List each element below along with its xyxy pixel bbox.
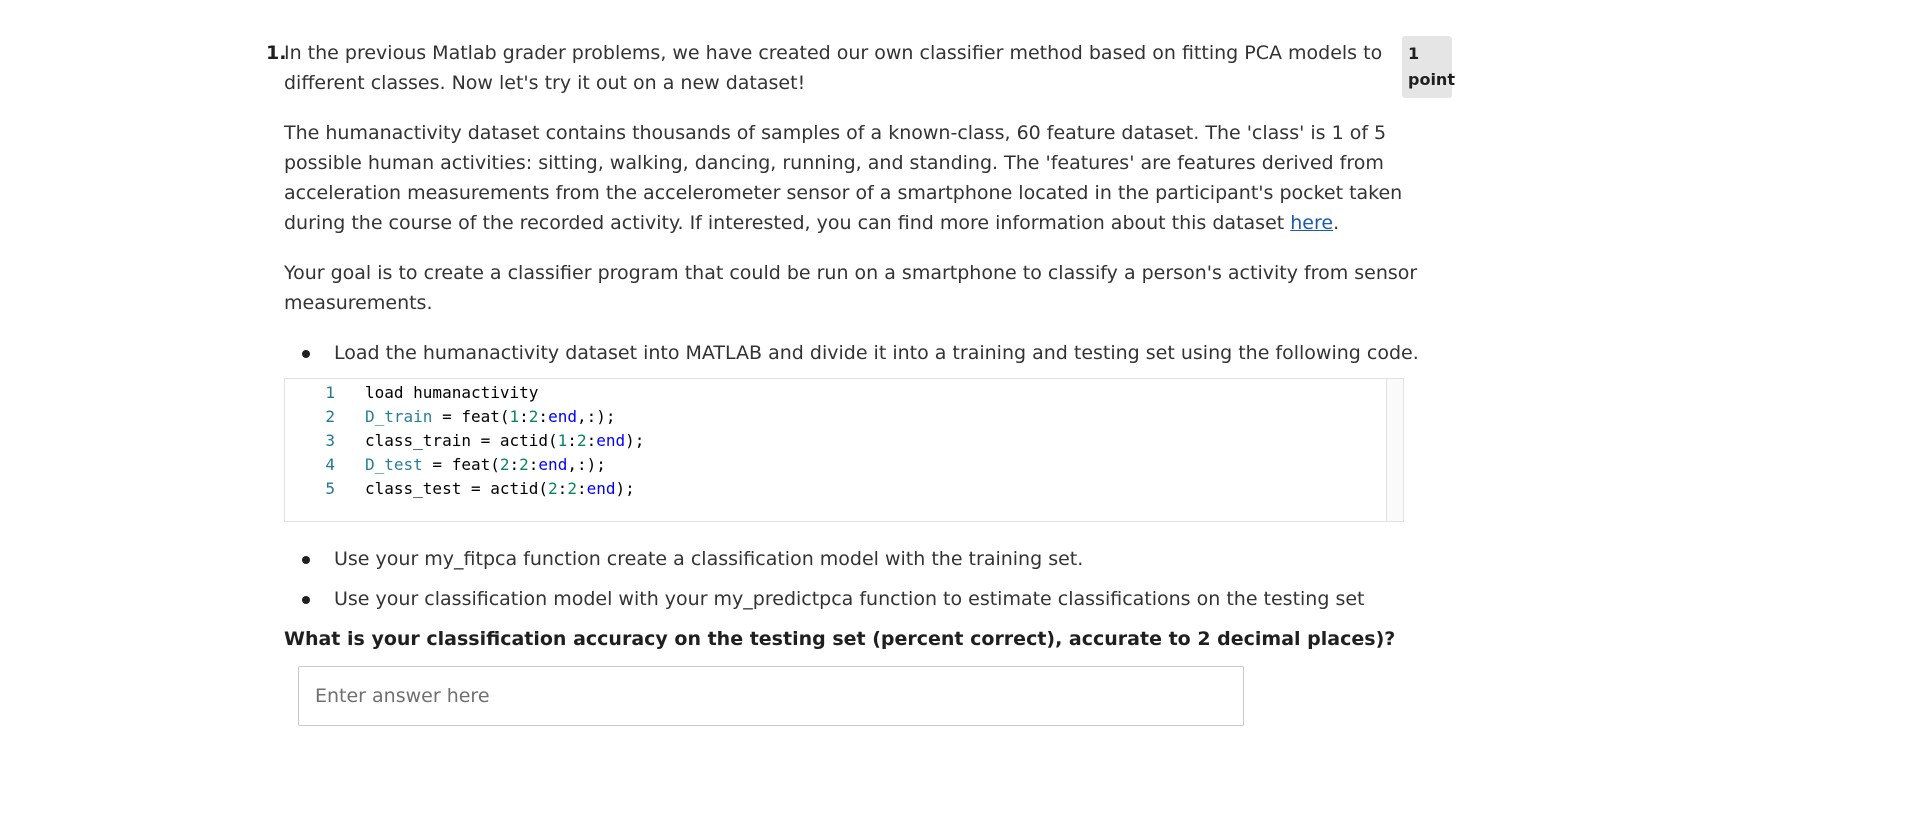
question-body xyxy=(284,38,1434,654)
code-token: 2 xyxy=(499,455,510,474)
points-value: 1 xyxy=(1408,44,1420,63)
code-line-number: 3 xyxy=(325,431,335,450)
answer-input[interactable] xyxy=(298,666,1244,726)
instruction-list xyxy=(284,338,1434,368)
code-token: : xyxy=(557,479,568,498)
code-token: end xyxy=(548,407,577,426)
goal-text: Your goal is to create a classifier program that could be run on a smartphone to classify a person's activity from sensor measurements. xyxy=(284,262,1418,314)
code-token: ,:); xyxy=(576,407,616,426)
dataset-text: The humanactivity dataset contains thousands of samples of a known-class, 60 feature dataset. The 'class' is 1 of 5 possible human activities: sitting, walking, dancing, running, and standing. The 'features' are features derived from acceleration measurements from the accelerometer sensor of a smartphone located in the participant's pocket taken during the course of the recorded activity. If interested, you can find more information about this dataset xyxy=(284,122,1403,234)
code-line xyxy=(285,381,644,405)
bullet-dot xyxy=(302,350,310,358)
code-line xyxy=(285,453,644,477)
code-token: 1 xyxy=(557,431,568,450)
question-prompt: What is your classification accuracy on the testing set (percent correct), accurate to 2 decimal places)? xyxy=(284,628,1396,650)
bullet-dot xyxy=(302,556,310,564)
question-intro: In the previous Matlab grader problems, we have created our own classifier method based on fitting PCA models to different classes. Now let's try it out on a new dataset! xyxy=(284,42,1383,94)
dataset-suffix: . xyxy=(1333,212,1340,234)
code-token: : xyxy=(586,431,597,450)
code-token: class_test = actid( xyxy=(365,479,549,498)
code-token: end xyxy=(596,431,626,450)
code-token: : xyxy=(538,407,549,426)
instruction-item-fit xyxy=(284,544,1434,574)
code-token: : xyxy=(528,455,539,474)
code-token: : xyxy=(576,479,587,498)
code-line-text xyxy=(365,477,635,501)
question-number: 1. xyxy=(266,42,287,64)
code-line-text xyxy=(365,381,538,405)
code-token: : xyxy=(509,455,520,474)
code-line xyxy=(285,405,644,429)
code-token: end xyxy=(538,455,568,474)
code-token: D_train xyxy=(365,407,433,426)
bullet-dot xyxy=(302,596,310,604)
code-line-number: 2 xyxy=(325,407,335,426)
code-token: ); xyxy=(615,479,635,498)
code-token: ,:); xyxy=(567,455,606,474)
instruction-list-2 xyxy=(284,544,1434,614)
code-token: D_test xyxy=(365,455,423,474)
code-token: ); xyxy=(625,431,645,450)
code-token: : xyxy=(519,407,529,426)
code-token: = feat( xyxy=(422,455,500,474)
points-label: point xyxy=(1408,70,1455,89)
code-token: : xyxy=(567,431,577,450)
code-token: load humanactivity xyxy=(365,383,539,402)
code-line-text xyxy=(365,453,606,477)
code-line-number: 1 xyxy=(325,383,335,402)
code-line-number: 4 xyxy=(325,455,335,474)
code-line xyxy=(285,429,644,453)
instruction-item-predict xyxy=(284,584,1434,614)
code-token: end xyxy=(586,479,616,498)
code-line xyxy=(285,477,644,501)
dataset-info-link[interactable]: here xyxy=(1290,212,1334,234)
instruction-fit-text: Use your my_fitpca function create a classification model with the training set. xyxy=(334,548,1084,570)
code-block[interactable] xyxy=(284,378,1404,522)
code-token: = feat( xyxy=(432,407,510,426)
instruction-item-load xyxy=(284,338,1434,368)
code-line-text xyxy=(365,405,616,429)
code-lines xyxy=(285,381,644,501)
code-line-text xyxy=(365,429,644,453)
code-token: 2 xyxy=(519,455,529,474)
instruction-load-text: Load the humanactivity dataset into MATLAB and divide it into a training and testing set using the following code. xyxy=(334,342,1419,364)
code-scrollbar[interactable] xyxy=(1386,379,1403,521)
code-token: class_train = actid( xyxy=(365,431,558,450)
code-token: 2 xyxy=(567,479,577,498)
points-badge xyxy=(1402,36,1455,98)
code-token: 2 xyxy=(548,479,558,498)
code-token: 2 xyxy=(528,407,539,426)
code-token: 2 xyxy=(576,431,587,450)
instruction-predict-text: Use your classification model with your my_predictpca function to estimate classifications on the testing set xyxy=(334,588,1365,610)
code-token: 1 xyxy=(509,407,520,426)
dataset-description xyxy=(284,118,1434,238)
code-line-number: 5 xyxy=(325,479,335,498)
